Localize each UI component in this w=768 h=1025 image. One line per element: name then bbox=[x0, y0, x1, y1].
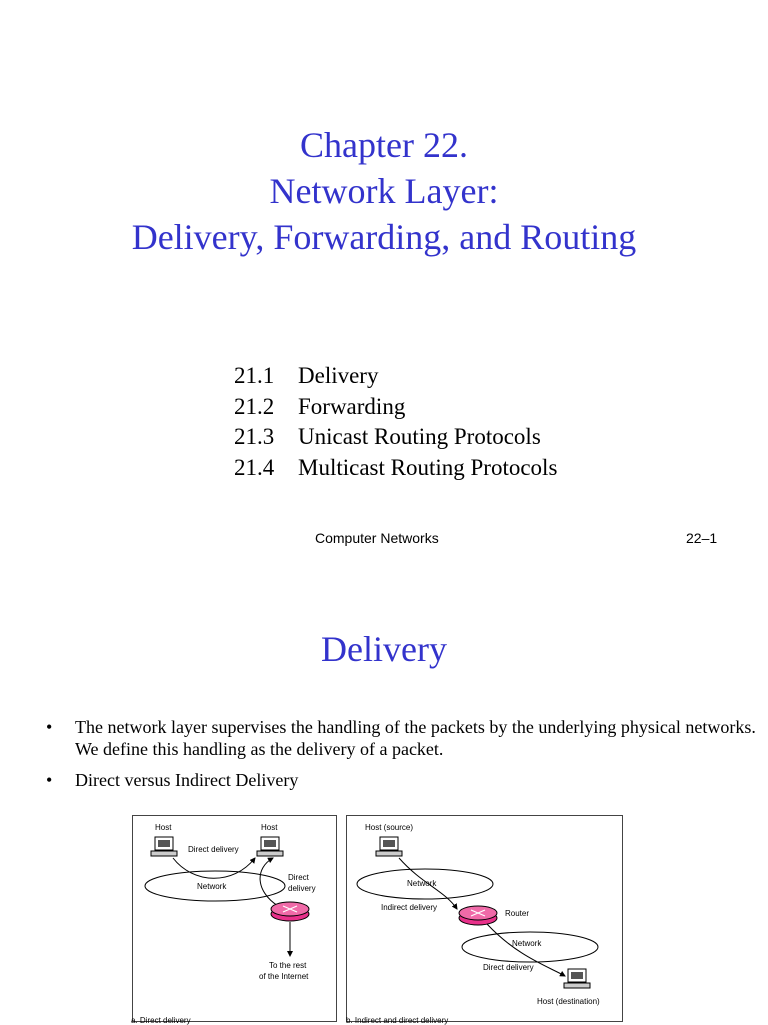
bullet-icon: • bbox=[46, 717, 53, 737]
host-label: Host bbox=[155, 823, 172, 832]
figure-caption: b. Indirect and direct delivery bbox=[346, 1016, 449, 1025]
toc-label: Multicast Routing Protocols bbox=[298, 454, 558, 480]
indirect-delivery-diagram bbox=[346, 815, 623, 1022]
router-icon bbox=[271, 902, 309, 921]
table-of-contents bbox=[234, 361, 557, 483]
computer-icon bbox=[151, 837, 177, 856]
bullet-text: The network layer supervises the handling of the packets by the underlying physical networks. We define this handling as the delivery of a packet. bbox=[75, 717, 756, 759]
computer-icon bbox=[376, 837, 402, 856]
host-label: Host bbox=[261, 823, 278, 832]
toc-item bbox=[234, 453, 557, 484]
toc-number: 21.3 bbox=[234, 424, 275, 449]
direct-delivery-diagram bbox=[132, 815, 337, 1022]
toc-item bbox=[234, 361, 557, 392]
internet-label: of the Internet bbox=[259, 972, 309, 981]
bullet-item bbox=[46, 716, 756, 760]
direct-delivery-label: Direct delivery bbox=[483, 963, 534, 972]
figure-caption: a. Direct delivery bbox=[131, 1016, 191, 1025]
bullet-icon: • bbox=[46, 770, 53, 790]
host-source-label: Host (source) bbox=[365, 823, 414, 832]
network-label: Network bbox=[197, 882, 227, 891]
internet-label: To the rest bbox=[269, 961, 307, 970]
toc-item bbox=[234, 392, 557, 423]
chapter-title-line: Chapter 22. bbox=[300, 125, 468, 165]
indirect-delivery-label: Indirect delivery bbox=[381, 903, 438, 912]
toc-label: Unicast Routing Protocols bbox=[298, 424, 541, 449]
toc-number: 21.1 bbox=[234, 363, 275, 388]
network-label: Network bbox=[407, 879, 437, 888]
chapter-title-line: Delivery, Forwarding, and Routing bbox=[131, 217, 637, 257]
router-icon bbox=[459, 906, 497, 925]
network-label: Network bbox=[512, 939, 542, 948]
direct-delivery-label: Direct delivery bbox=[188, 845, 239, 854]
direct-delivery-label: delivery bbox=[288, 884, 316, 893]
toc-label: Delivery bbox=[298, 363, 379, 388]
toc-number: 21.2 bbox=[234, 393, 275, 419]
indirect-delivery-svg bbox=[347, 816, 622, 1021]
host-destination-label: Host (destination) bbox=[537, 997, 600, 1006]
toc-number: 21.4 bbox=[234, 454, 275, 480]
bullet-list bbox=[46, 716, 756, 800]
chapter-title bbox=[0, 122, 768, 260]
chapter-title-line: Network Layer: bbox=[269, 171, 499, 211]
direct-delivery-svg bbox=[133, 816, 336, 1021]
direct-delivery-label: Direct bbox=[288, 873, 309, 882]
computer-icon bbox=[564, 969, 590, 988]
bullet-item bbox=[46, 769, 756, 791]
toc-item bbox=[234, 422, 557, 453]
bullet-text: Direct versus Indirect Delivery bbox=[75, 770, 299, 790]
computer-icon bbox=[257, 837, 283, 856]
slide-title: Delivery bbox=[321, 629, 447, 669]
toc-label: Forwarding bbox=[298, 393, 406, 419]
footer-course-name: Computer Networks bbox=[315, 530, 439, 546]
router-label: Router bbox=[505, 909, 530, 918]
footer-page-number: 22–1 bbox=[686, 530, 718, 546]
